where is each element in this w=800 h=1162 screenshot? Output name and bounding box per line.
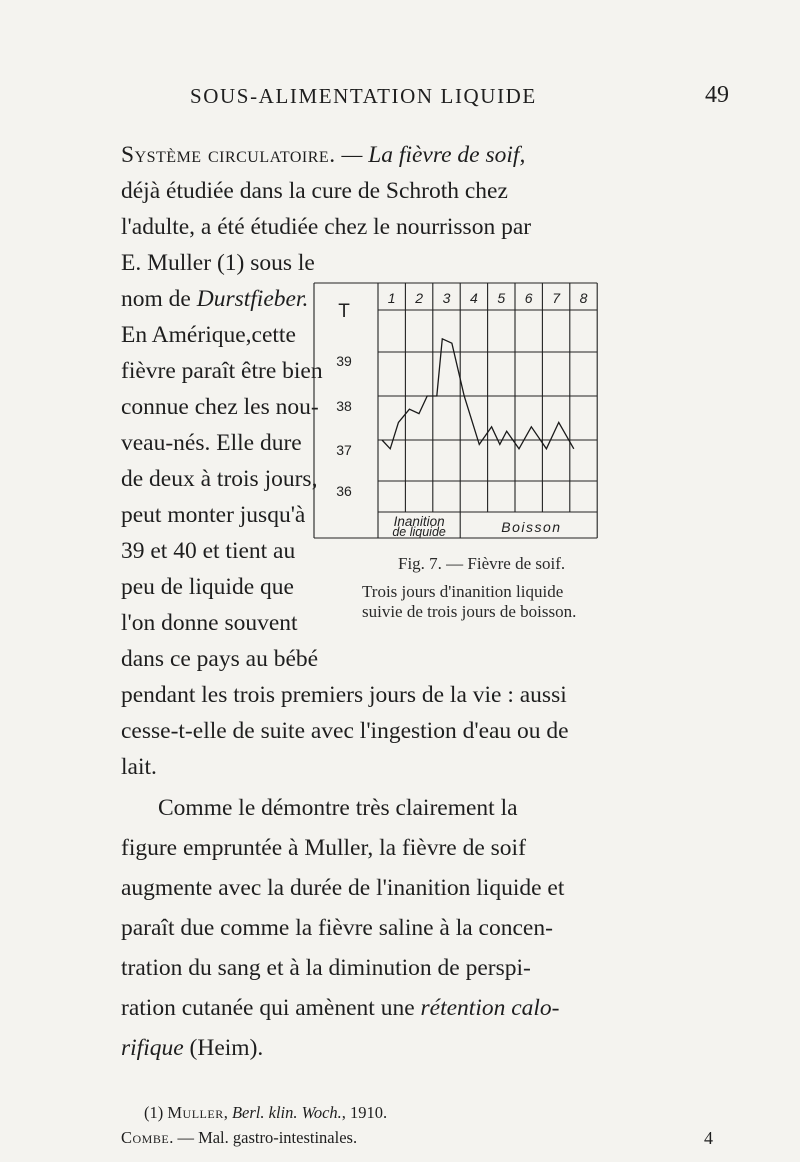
x-tick-label: 8 bbox=[579, 290, 588, 306]
text-fragment: . — Mal. gastro-intestinales. bbox=[169, 1128, 358, 1147]
text-line: cesse-t-elle de suite avec l'ingestion d'eau ou de bbox=[121, 718, 569, 744]
footnote-journal: Berl. klin. Woch. bbox=[231, 1103, 342, 1122]
author-name: Combe bbox=[121, 1128, 170, 1147]
page-number: 49 bbox=[705, 82, 729, 108]
text-fragment: (1) bbox=[144, 1103, 168, 1122]
text-line bbox=[121, 1035, 263, 1062]
x-tick-label: 4 bbox=[470, 290, 478, 306]
text-line: pendant les trois premiers jours de la vie : aussi bbox=[121, 682, 567, 708]
text-line bbox=[121, 142, 525, 169]
x-tick-label: 3 bbox=[442, 290, 451, 306]
x-tick-label: 6 bbox=[524, 290, 533, 306]
text-line: connue chez les nou- bbox=[121, 394, 319, 420]
text-line: figure empruntée à Muller, la fièvre de soif bbox=[121, 835, 526, 861]
footnote bbox=[144, 1103, 387, 1123]
text-line: augmente avec la durée de l'inanition liquide et bbox=[121, 875, 565, 901]
temperature-curve bbox=[382, 339, 574, 449]
phase-label-boisson: Boisson bbox=[501, 519, 562, 535]
text-line: l'on donne souvent bbox=[121, 610, 298, 636]
text-fragment: , 1910. bbox=[341, 1103, 388, 1122]
x-tick-label: 7 bbox=[552, 290, 560, 306]
phase-label-inanition: de liquide bbox=[392, 525, 446, 539]
x-tick-label: 2 bbox=[415, 290, 423, 306]
text-line bbox=[121, 995, 560, 1022]
figure-caption-detail: Trois jours d'inanition liquide bbox=[362, 582, 564, 601]
text-line: dans ce pays au bébé bbox=[121, 646, 319, 672]
text-fragment: , bbox=[223, 1103, 232, 1122]
italic-term: Durstfieber. bbox=[196, 286, 309, 312]
text-line: lait. bbox=[121, 754, 157, 780]
signature-mark: 4 bbox=[704, 1128, 713, 1148]
x-tick-label: 5 bbox=[497, 290, 506, 306]
text-fragment: nom de bbox=[121, 286, 197, 312]
phase-label-inanition: Inanition bbox=[393, 514, 445, 529]
text-line: peut monter jusqu'à bbox=[121, 502, 306, 528]
running-header: SOUS-ALIMENTATION LIQUIDE bbox=[190, 84, 537, 108]
y-tick-label: 37 bbox=[336, 442, 352, 458]
text-fragment: ration cutanée qui amènent une bbox=[121, 995, 421, 1021]
text-line: déjà étudiée dans la cure de Schroth chez bbox=[121, 178, 508, 204]
text-line: de deux à trois jours, bbox=[121, 466, 318, 492]
chart-grid bbox=[314, 283, 597, 538]
phase-labels bbox=[392, 514, 561, 539]
figure-caption-detail: suivie de trois jours de boisson. bbox=[362, 602, 577, 621]
text-line bbox=[121, 286, 308, 313]
footnote-author: Muller bbox=[167, 1103, 224, 1122]
temperature-line bbox=[382, 339, 574, 449]
text-line: tration du sang et à la diminution de perspi- bbox=[121, 955, 531, 981]
text-line: E. Muller (1) sous le bbox=[121, 250, 315, 276]
axis-label-t: T bbox=[338, 301, 350, 322]
text-line: veau-nés. Elle dure bbox=[121, 430, 302, 456]
text-line: paraît due comme la fièvre saline à la concen- bbox=[121, 915, 553, 941]
y-tick-labels bbox=[336, 353, 352, 499]
text-fragment: (Heim). bbox=[183, 1035, 264, 1061]
text-line: 39 et 40 et tient au bbox=[121, 538, 296, 564]
section-subheading: — La fièvre de soif, bbox=[335, 142, 526, 168]
temperature-chart bbox=[312, 280, 612, 542]
y-tick-label: 38 bbox=[336, 398, 352, 414]
section-heading: Système circulatoire. bbox=[121, 142, 336, 168]
text-line: l'adulte, a été étudiée chez le nourrisson par bbox=[121, 214, 532, 240]
text-line: En Amérique,cette bbox=[121, 322, 296, 348]
x-tick-label: 1 bbox=[387, 290, 396, 306]
footnote-signature bbox=[121, 1128, 357, 1148]
figure-caption: Fig. 7. — Fièvre de soif. bbox=[398, 554, 566, 573]
y-tick-label: 39 bbox=[336, 353, 352, 369]
text-line: Comme le démontre très clairement la bbox=[158, 795, 518, 821]
text-line: fièvre paraît être bien bbox=[121, 358, 323, 384]
y-tick-label: 36 bbox=[336, 483, 352, 499]
italic-term: rétention calo- bbox=[420, 995, 560, 1021]
text-line: peu de liquide que bbox=[121, 574, 294, 600]
italic-term: rifique bbox=[121, 1035, 184, 1061]
